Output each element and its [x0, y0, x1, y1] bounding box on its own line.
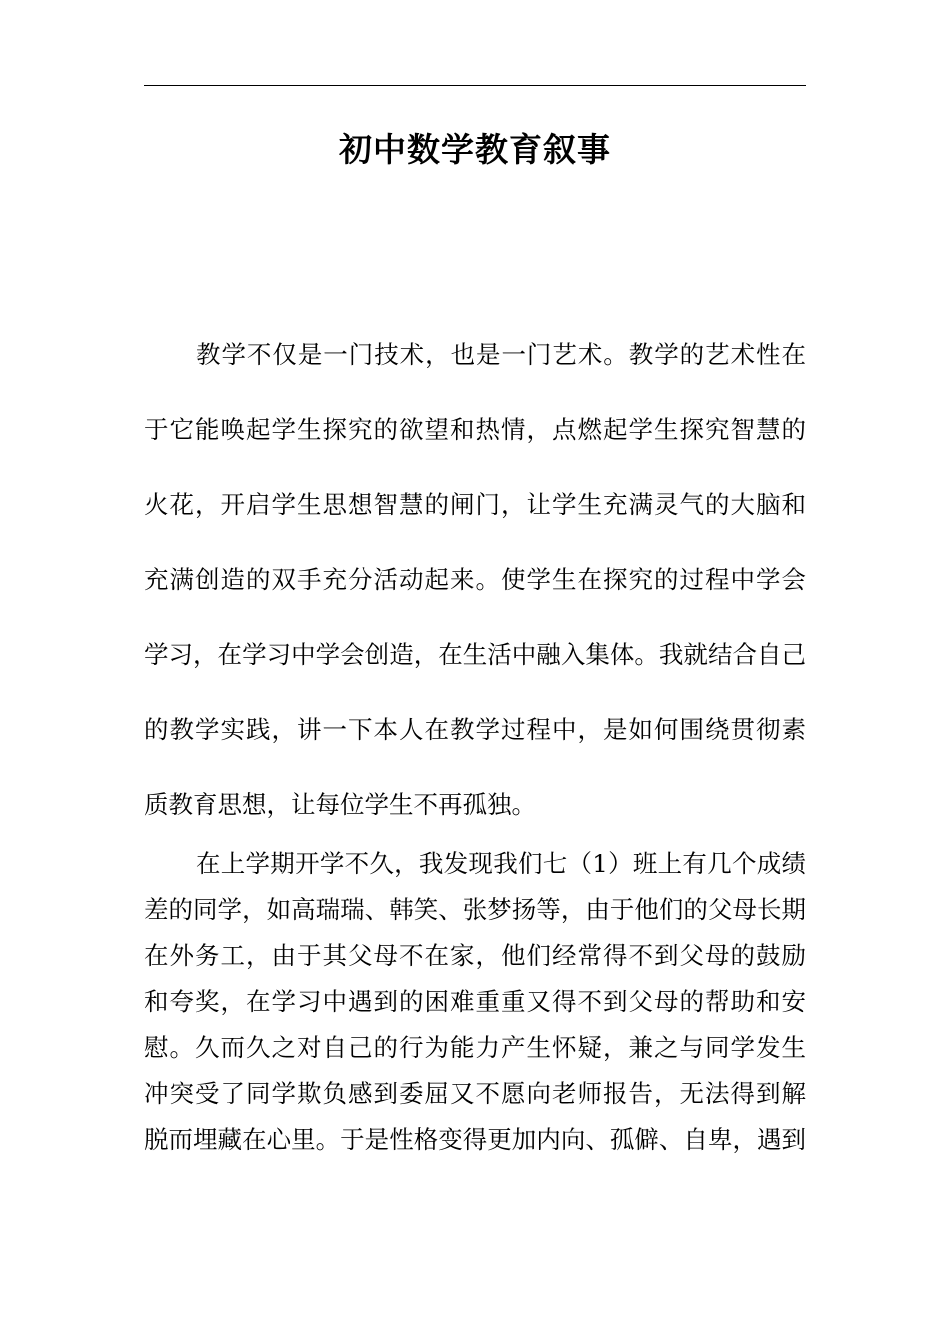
paragraph-1-line-4: 充满创造的双手充分活动起来。使学生在探究的过程中学会 — [144, 565, 806, 594]
paragraph-1-line-2: 于它能唤起学生探究的欲望和热情，点燃起学生探究智慧的 — [144, 415, 806, 444]
document-title: 初中数学教育叙事 — [339, 130, 611, 169]
paragraph-2-line-5: 慰。久而久之对自己的行为能力产生怀疑，兼之与同学发生 — [144, 1033, 806, 1062]
paragraph-1-line-6: 的教学实践，讲一下本人在教学过程中，是如何围绕贯彻素 — [144, 715, 806, 744]
paragraph-2-line-3: 在外务工，由于其父母不在家，他们经常得不到父母的鼓励 — [144, 941, 806, 970]
header-rule — [144, 85, 806, 86]
paragraph-2-line-4: 和夸奖，在学习中遇到的困难重重又得不到父母的帮助和安 — [144, 987, 806, 1016]
paragraph-2-line-1: 在上学期开学不久，我发现我们七（1）班上有几个成绩 — [196, 849, 806, 878]
paragraph-1-line-3: 火花，开启学生思想智慧的闸门，让学生充满灵气的大脑和 — [144, 490, 806, 519]
paragraph-1-line-7: 质教育思想，让每位学生不再孤独。 — [144, 790, 536, 819]
paragraph-2-line-6: 冲突受了同学欺负感到委屈又不愿向老师报告，无法得到解 — [144, 1079, 806, 1108]
paragraph-1-line-5: 学习，在学习中学会创造，在生活中融入集体。我就结合自己 — [144, 640, 806, 669]
paragraph-2-line-2: 差的同学，如高瑞瑞、韩笑、张梦扬等，由于他们的父母长期 — [144, 895, 806, 924]
paragraph-2-line-7: 脱而埋藏在心里。于是性格变得更加内向、孤僻、自卑，遇到 — [144, 1125, 806, 1154]
paragraph-1-line-1: 教学不仅是一门技术，也是一门艺术。教学的艺术性在 — [196, 340, 806, 369]
